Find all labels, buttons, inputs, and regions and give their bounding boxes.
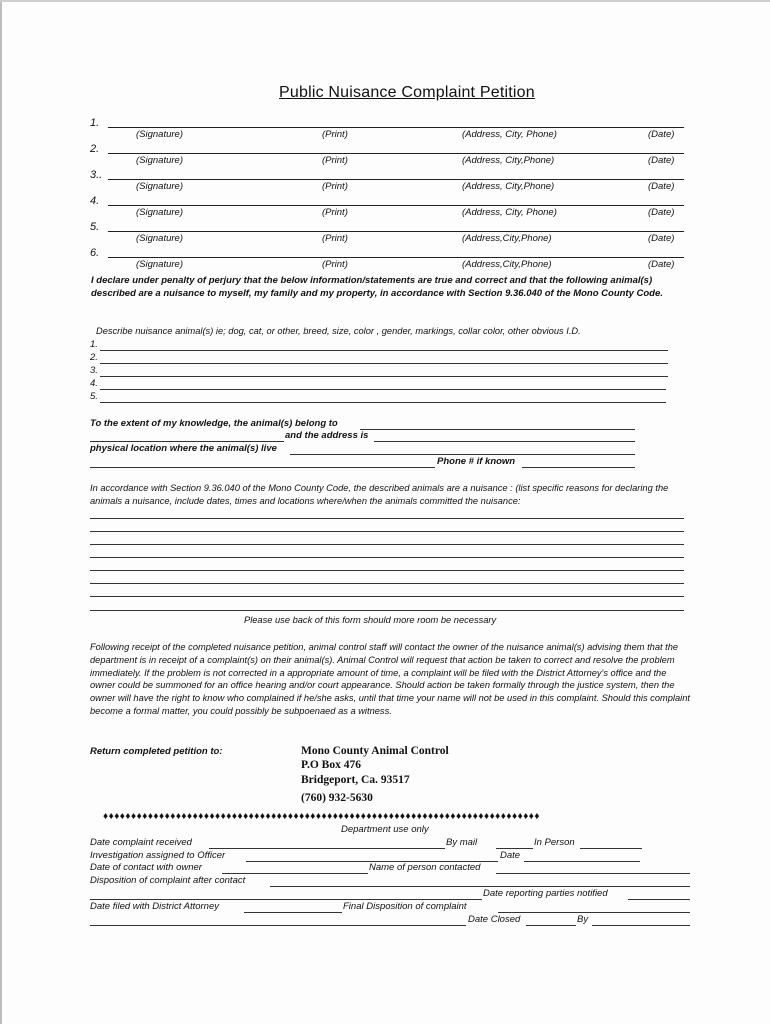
phone-line[interactable] — [522, 467, 635, 468]
print-label: (Print) — [322, 181, 348, 192]
date-label: (Date) — [648, 259, 675, 270]
final-disposition-line[interactable] — [498, 912, 690, 913]
describe-line[interactable] — [100, 376, 668, 377]
investigation-date-label: Date — [500, 850, 521, 861]
signature-line[interactable] — [108, 153, 684, 154]
address-label: (Address, City,Phone) — [462, 181, 555, 192]
name-contacted-label: Name of person contacted — [369, 862, 481, 873]
date-filed-label: Date filed with District Attorney — [90, 901, 219, 912]
return-city: Bridgeport, Ca. 93517 — [301, 774, 410, 786]
location-line[interactable] — [290, 454, 635, 455]
return-phone: (760) 932-5630 — [301, 792, 373, 804]
date-filed-line[interactable] — [244, 912, 342, 913]
date-label: (Date) — [648, 155, 675, 166]
date-received-label: Date complaint received — [90, 837, 192, 848]
closed-by-label: By — [577, 914, 589, 925]
date-received-line[interactable] — [209, 848, 445, 849]
petitioner-number: 4. — [90, 195, 100, 207]
investigation-label: Investigation assigned to Officer — [90, 850, 226, 861]
address-label: (Address,City,Phone) — [462, 259, 552, 270]
owner-name-line[interactable] — [360, 429, 635, 430]
signature-line[interactable] — [108, 127, 684, 128]
print-label: (Print) — [322, 129, 348, 140]
describe-number: 4. — [90, 378, 98, 389]
describe-line[interactable] — [100, 350, 668, 351]
reason-line[interactable] — [90, 544, 684, 545]
final-disposition-line-cont[interactable] — [90, 925, 466, 926]
by-mail-label: By mail — [446, 837, 478, 848]
date-closed-label: Date Closed — [468, 914, 521, 925]
reason-line[interactable] — [90, 583, 684, 584]
name-contacted-line[interactable] — [496, 873, 690, 874]
date-notified-line[interactable] — [628, 899, 690, 900]
phone-label: Phone # if known — [437, 456, 516, 467]
location-line-cont[interactable] — [90, 467, 435, 468]
return-po-box: P.O Box 476 — [301, 759, 361, 771]
owner-address-line[interactable] — [374, 441, 635, 442]
investigation-date-line[interactable] — [524, 861, 640, 862]
page-title: Public Nuisance Complaint Petition — [279, 84, 535, 101]
address-label: (Address, City,Phone) — [462, 155, 555, 166]
reason-line[interactable] — [90, 557, 684, 558]
signature-label: (Signature) — [136, 155, 183, 166]
location-label: physical location where the animal(s) live — [90, 443, 277, 454]
date-label: (Date) — [648, 233, 675, 244]
petitioner-number: 6. — [90, 247, 100, 259]
signature-line[interactable] — [108, 257, 684, 258]
date-label: (Date) — [648, 181, 675, 192]
disposition-line-cont[interactable] — [90, 899, 482, 900]
petitioner-number: 2. — [90, 143, 100, 155]
print-label: (Print) — [322, 233, 348, 244]
describe-number: 5. — [90, 391, 98, 402]
petitioner-number: 3.. — [90, 169, 103, 181]
address-label: (Address, City, Phone) — [462, 129, 557, 140]
reason-line[interactable] — [90, 570, 684, 571]
date-label: (Date) — [648, 129, 675, 140]
reason-line[interactable] — [90, 531, 684, 532]
signature-label: (Signature) — [136, 181, 183, 192]
in-person-line[interactable] — [580, 848, 642, 849]
dotted-separator: ♦♦♦♦♦♦♦♦♦♦♦♦♦♦♦♦♦♦♦♦♦♦♦♦♦♦♦♦♦♦♦♦♦♦♦♦♦♦♦♦♦♦♦♦♦♦♦♦♦♦♦♦♦♦♦♦♦♦♦♦♦♦♦♦♦♦♦♦♦♦♦♦♦♦♦♦♦♦ — [103, 811, 540, 822]
belong-label: To the extent of my knowledge, the animal(s) belong to — [90, 418, 338, 429]
signature-label: (Signature) — [136, 129, 183, 140]
address-is-label: and the address is — [285, 430, 369, 441]
return-org: Mono County Animal Control — [301, 745, 449, 757]
describe-prompt: Describe nuisance animal(s) ie; dog, cat, or other, breed, size, color , gender, markings, collar color, other obvious I.D. — [96, 326, 581, 336]
address-label: (Address, City, Phone) — [462, 207, 557, 218]
describe-line[interactable] — [100, 389, 666, 390]
reason-line[interactable] — [90, 610, 684, 611]
disposition-label: Disposition of complaint after contact — [90, 875, 246, 886]
describe-number: 1. — [90, 339, 98, 350]
date-contact-line[interactable] — [222, 873, 368, 874]
final-disposition-label: Final Disposition of complaint — [343, 901, 467, 912]
print-label: (Print) — [322, 207, 348, 218]
scan-edge-top — [0, 0, 770, 2]
procedure-text: Following receipt of the completed nuisance petition, animal control staff will contact the owner of the nuisance animal(s) advising them that the department is in receipt of a complaint(s) on their animal(s). Animal Control will request that action be taken to correct and resolve the problem immediately. If the problem is not corrected in a appropriate amount of time, a complaint will be filed with the District Attorney's office and the owner could be summoned for an office hearing and/or court appearance. Should action be taken formally through the justice system, then the owner will have the right to know who complained if he/she asks, until that time your name will not be used in this complaint. Should this complaint become a formal matter, you could possibly be subpoenaed as a witness. — [90, 642, 690, 716]
disposition-line[interactable] — [270, 886, 690, 887]
by-mail-line[interactable] — [496, 848, 533, 849]
return-label: Return completed petition to: — [90, 746, 223, 757]
describe-line[interactable] — [100, 363, 668, 364]
in-person-label: In Person — [534, 837, 575, 848]
petitioner-number: 5. — [90, 221, 100, 233]
signature-label: (Signature) — [136, 233, 183, 244]
signature-label: (Signature) — [136, 207, 183, 218]
date-notified-label: Date reporting parties notified — [483, 888, 608, 899]
scan-edge-left — [0, 0, 2, 1024]
closed-by-line[interactable] — [592, 925, 690, 926]
reasons-prompt: In accordance with Section 9.36.040 of the Mono County Code, the described animals are a nuisance : (list specific reasons for declaring the animals a nuisance, include dates, times and locations where/when the animals committed the nuisance: — [90, 483, 669, 506]
owner-name-line-cont[interactable] — [90, 441, 284, 442]
back-note: Please use back of this form should more room be necessary — [244, 615, 497, 625]
describe-number: 3. — [90, 365, 98, 376]
signature-line[interactable] — [108, 179, 684, 180]
print-label: (Print) — [322, 259, 348, 270]
address-label: (Address,City,Phone) — [462, 233, 552, 244]
describe-number: 2. — [90, 352, 98, 363]
print-label: (Print) — [322, 155, 348, 166]
reason-line[interactable] — [90, 518, 684, 519]
date-label: (Date) — [648, 207, 675, 218]
dept-heading: Department use only — [341, 824, 429, 835]
reason-line[interactable] — [90, 596, 684, 597]
describe-line[interactable] — [100, 402, 666, 403]
signature-label: (Signature) — [136, 259, 183, 270]
petitioner-number: 1. — [90, 117, 100, 129]
date-contact-label: Date of contact with owner — [90, 862, 202, 873]
signature-line[interactable] — [108, 231, 684, 232]
signature-line[interactable] — [108, 205, 684, 206]
declaration-text: I declare under penalty of perjury that the below information/statements are true and correct and that the following animal(s) described are a nuisance to myself, my family and my property, in accordance with Section 9.36.040 of the Mono County Code. — [91, 275, 663, 299]
date-closed-line[interactable] — [526, 925, 576, 926]
